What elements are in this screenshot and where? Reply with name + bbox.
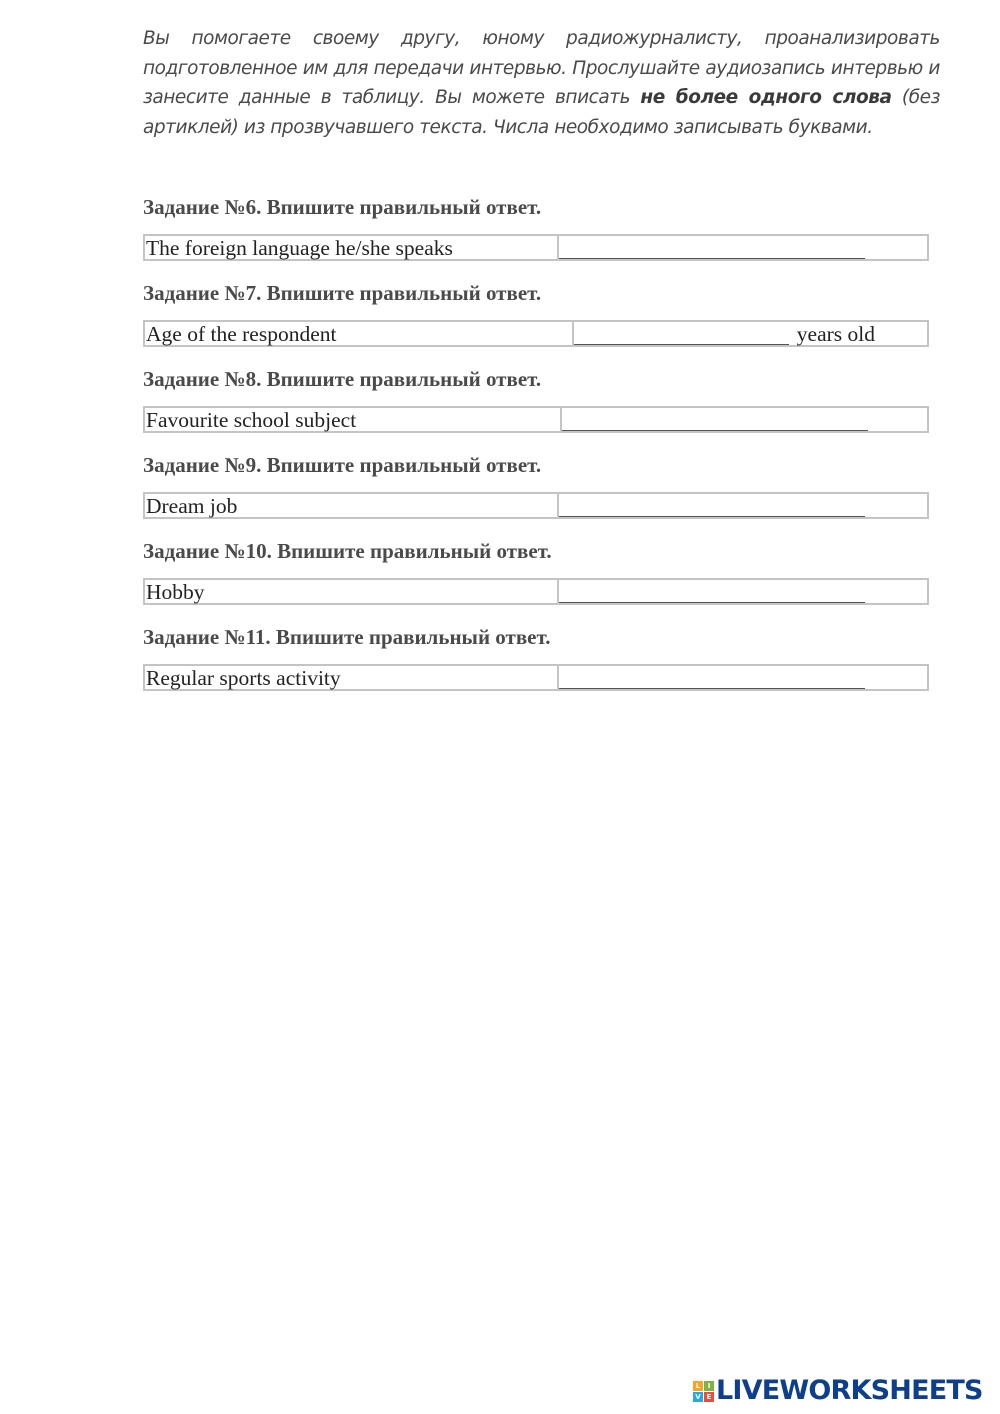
answer-input[interactable] (559, 494, 865, 517)
logo-square-l: L (693, 1381, 703, 1391)
answer-underline (559, 516, 865, 517)
task-7 (143, 280, 929, 347)
instructions-part1: Вы помогаете своему другу, юному радиожурналисту, проанализировать подготовленное им для передачи интервью. Прослушайте аудиозапись интервью и занесите данные в таблицу. Вы можете вписать (143, 28, 940, 109)
answer-cell (560, 408, 927, 431)
logo-square-v: V (693, 1392, 703, 1402)
task-8 (143, 366, 929, 433)
logo-square-i: I (704, 1381, 714, 1391)
task-title: Задание №10. Впишите правильный ответ. (143, 539, 552, 563)
row-label: Favourite school subject (146, 408, 357, 432)
logo-square-e: E (704, 1392, 714, 1402)
answer-input[interactable] (559, 666, 865, 689)
answer-underline (559, 602, 865, 603)
row-label: Regular sports activity (146, 666, 341, 690)
task-6 (143, 194, 929, 261)
answer-underline (574, 344, 789, 345)
answer-input[interactable] (574, 322, 789, 345)
answer-input[interactable] (559, 236, 865, 259)
answer-table-row (143, 578, 929, 605)
instructions-text (143, 24, 940, 142)
row-label: The foreign language he/she speaks (146, 236, 453, 260)
row-label: Hobby (146, 580, 205, 604)
task-title: Задание №9. Впишите правильный ответ. (143, 453, 542, 477)
years-old-suffix: years old (796, 322, 875, 346)
answer-cell (572, 322, 927, 345)
logo-text: LIVEWORKSHEETS (716, 1375, 983, 1406)
row-label: Age of the respondent (146, 322, 337, 346)
answer-input[interactable] (559, 580, 865, 603)
liveworksheets-logo[interactable] (693, 1376, 983, 1406)
answer-underline (559, 688, 865, 689)
task-title: Задание №8. Впишите правильный ответ. (143, 367, 542, 391)
answer-underline (559, 258, 865, 259)
answer-table-row (143, 406, 929, 433)
answer-cell (557, 494, 927, 517)
answer-table-row (143, 492, 929, 519)
answer-table-row (143, 234, 929, 261)
task-11 (143, 624, 929, 691)
task-10 (143, 538, 929, 605)
instructions-bold: не более одного слова (640, 87, 892, 109)
logo-squares-icon (693, 1381, 714, 1402)
answer-cell (557, 580, 927, 603)
answer-underline (562, 430, 868, 431)
answer-cell (557, 236, 927, 259)
answer-table-row (143, 320, 929, 347)
answer-cell (557, 666, 927, 689)
task-9 (143, 452, 929, 519)
answer-table-row (143, 664, 929, 691)
answer-input[interactable] (562, 408, 868, 431)
task-title: Задание №6. Впишите правильный ответ. (143, 195, 542, 219)
instructions-part2: (без артиклей) из прозвучавшего текста. Числа необходимо записывать буквами. (143, 87, 940, 138)
task-title: Задание №11. Впишите правильный ответ. (143, 625, 551, 649)
row-label: Dream job (146, 494, 238, 518)
task-title: Задание №7. Впишите правильный ответ. (143, 281, 542, 305)
